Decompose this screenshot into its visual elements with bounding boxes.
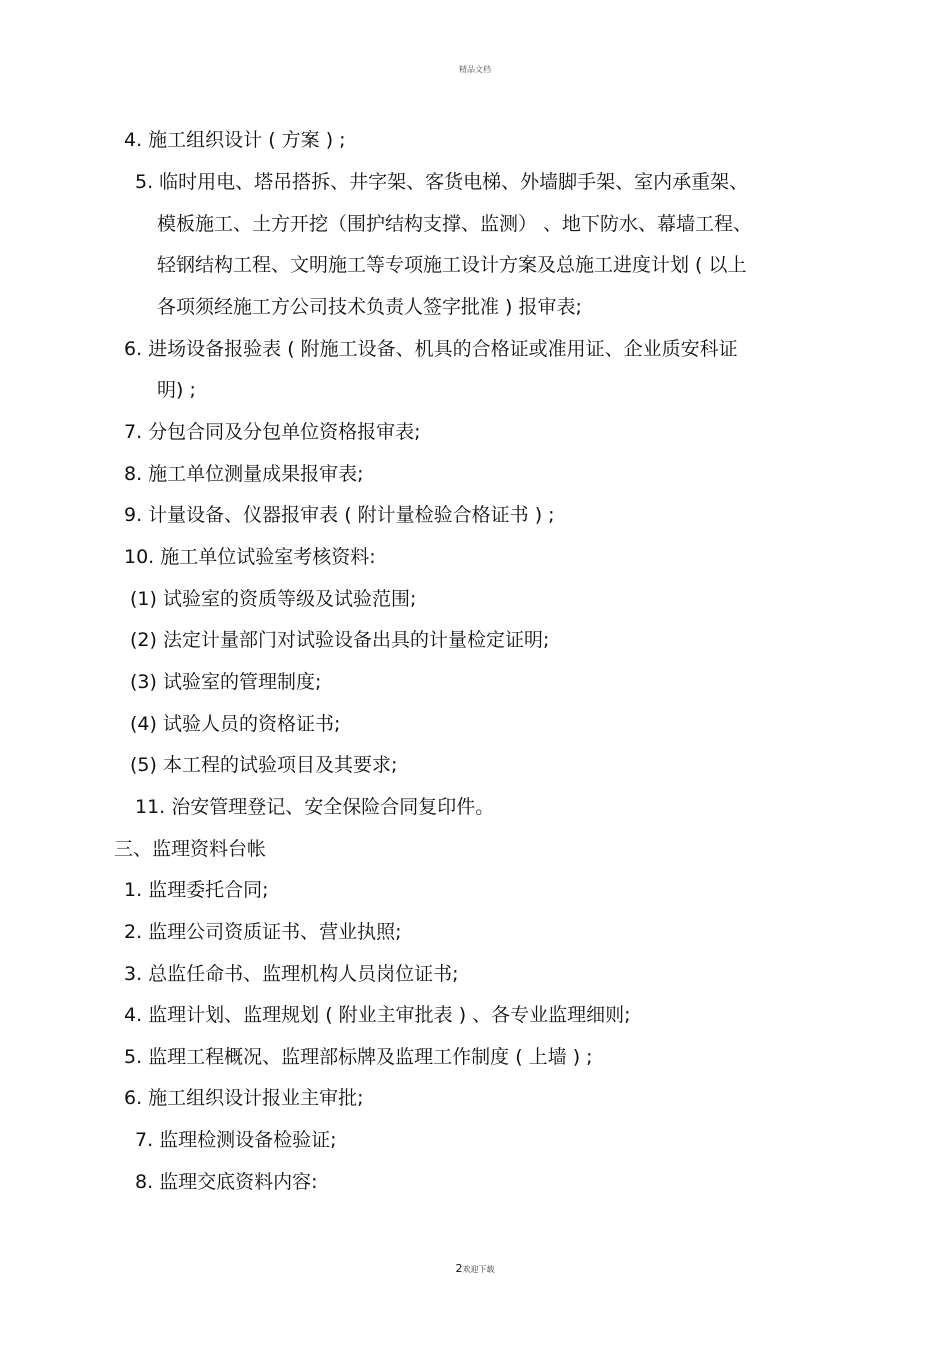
ledger-item-4: 4. 监理计划、监理规划 ( 附业主审批表 ) 、各专业监理细则; <box>124 1004 631 1026</box>
ledger-item-7: 7. 监理检测设备检验证; <box>135 1129 337 1151</box>
sub-item-4: (4) 试验人员的资格证书; <box>130 713 341 735</box>
ledger-item-5: 5. 监理工程概况、监理部标牌及监理工作制度 ( 上墙 ) ; <box>124 1046 593 1068</box>
sub-item-5: (5) 本工程的试验项目及其要求; <box>130 754 398 776</box>
ledger-item-1: 1. 监理委托合同; <box>124 879 269 901</box>
ledger-item-3: 3. 总监任命书、监理机构人员岗位证书; <box>124 963 459 985</box>
sub-item-1: (1) 试验室的资质等级及试验范围; <box>130 588 417 610</box>
list-item-5-continuation-1: 模板施工、土方开挖（围护结构支撑、监测） 、地下防水、幕墙工程、 <box>157 213 753 235</box>
list-item-6-continuation: 明) ; <box>157 379 196 401</box>
list-item-6-equipment: 6. 进场设备报验表 ( 附施工设备、机具的合格证或准用证、企业质安科证 <box>124 338 738 360</box>
section-heading-3: 三、监理资料台帐 <box>114 838 267 860</box>
page-footer <box>0 1262 950 1275</box>
list-item-5-special-plans: 5. 临时用电、塔吊搭拆、井字架、客货电梯、外墙脚手架、室内承重架、 <box>135 171 749 193</box>
ledger-item-2: 2. 监理公司资质证书、营业执照; <box>124 921 402 943</box>
list-item-10-lab: 10. 施工单位试验室考核资料: <box>124 546 376 568</box>
ledger-item-8: 8. 监理交底资料内容: <box>135 1171 318 1193</box>
list-item-8-survey: 8. 施工单位测量成果报审表; <box>124 463 364 485</box>
footer-text: 欢迎下载 <box>462 1265 495 1274</box>
page-header: 精品文档 <box>459 65 491 74</box>
ledger-item-6: 6. 施工组织设计报业主审批; <box>124 1087 364 1109</box>
list-item-7-subcontract: 7. 分包合同及分包单位资格报审表; <box>124 421 421 443</box>
list-item-11-security: 11. 治安管理登记、安全保险合同复印件。 <box>135 796 495 818</box>
list-item-9-metering: 9. 计量设备、仪器报审表 ( 附计量检验合格证书 ) ; <box>124 504 555 526</box>
list-item-4-design: 4. 施工组织设计 ( 方案 ) ; <box>124 129 346 151</box>
list-item-5-continuation-2: 轻钢结构工程、文明施工等专项施工设计方案及总施工进度计划 ( 以上 <box>157 254 747 276</box>
sub-item-2: (2) 法定计量部门对试验设备出具的计量检定证明; <box>130 629 550 651</box>
page-number: 2 <box>455 1262 463 1275</box>
list-item-5-continuation-3: 各项须经施工方公司技术负责人签字批准 ) 报审表; <box>157 296 582 318</box>
sub-item-3: (3) 试验室的管理制度; <box>130 671 322 693</box>
